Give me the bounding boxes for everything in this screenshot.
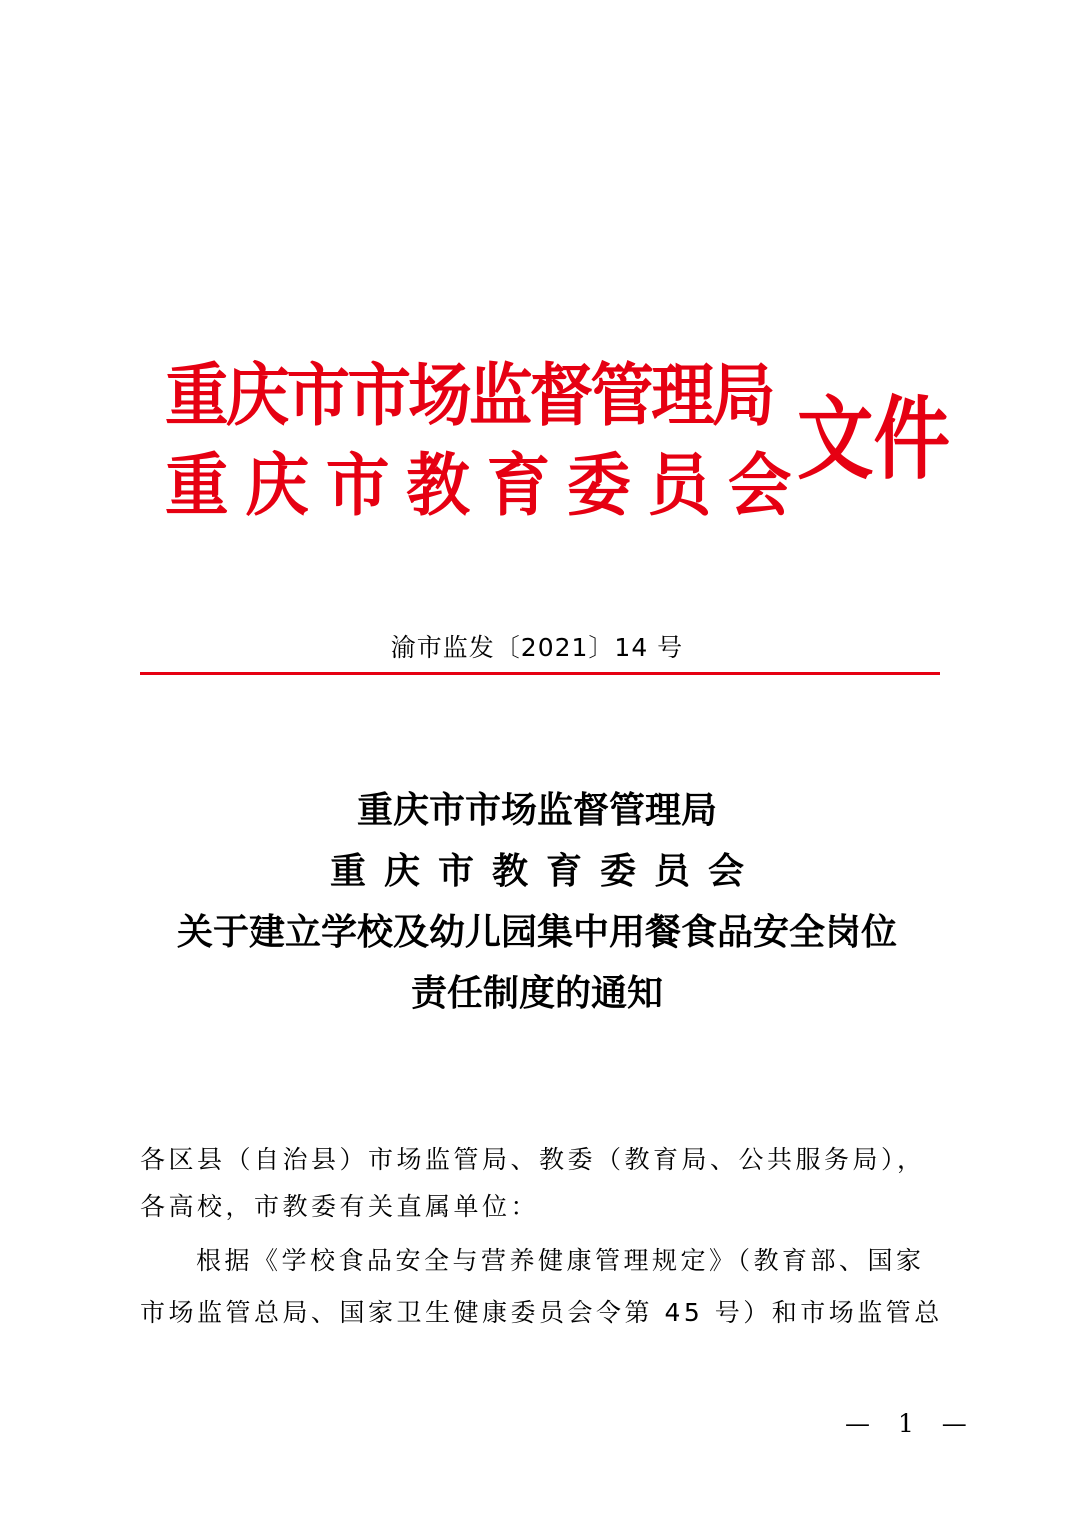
addressee-line-1: 各区县（自治县）市场监管局、教委（教育局、公共服务局）， bbox=[140, 1145, 926, 1174]
document-header bbox=[165, 345, 955, 545]
page-number: — 1 — bbox=[845, 1409, 977, 1438]
document-label: 文件 bbox=[797, 387, 950, 492]
body-paragraph-line-2: 市场监管总局、国家卫生健康委员会令第 45 号）和市场监管总 bbox=[140, 1298, 943, 1327]
issuing-org-1: 重庆市市场监督管理局 bbox=[165, 357, 773, 436]
title-line-4: 责任制度的通知 bbox=[410, 972, 663, 1014]
title-line-2: 重庆市教育委员会 bbox=[329, 850, 762, 892]
issuing-org-2: 重庆市教育委员会 bbox=[165, 447, 809, 526]
body-paragraph-line-1: 根据《学校食品安全与营养健康管理规定》（教育部、国家 bbox=[196, 1246, 925, 1275]
red-divider bbox=[140, 672, 940, 675]
title-line-1: 重庆市市场监督管理局 bbox=[356, 789, 717, 831]
title-line-3: 关于建立学校及幼儿园集中用餐食品安全岗位 bbox=[176, 911, 897, 953]
document-number: 渝市监发〔2021〕14 号 bbox=[390, 633, 684, 662]
addressee-line-2: 各高校，市教委有关直属单位： bbox=[140, 1192, 540, 1221]
